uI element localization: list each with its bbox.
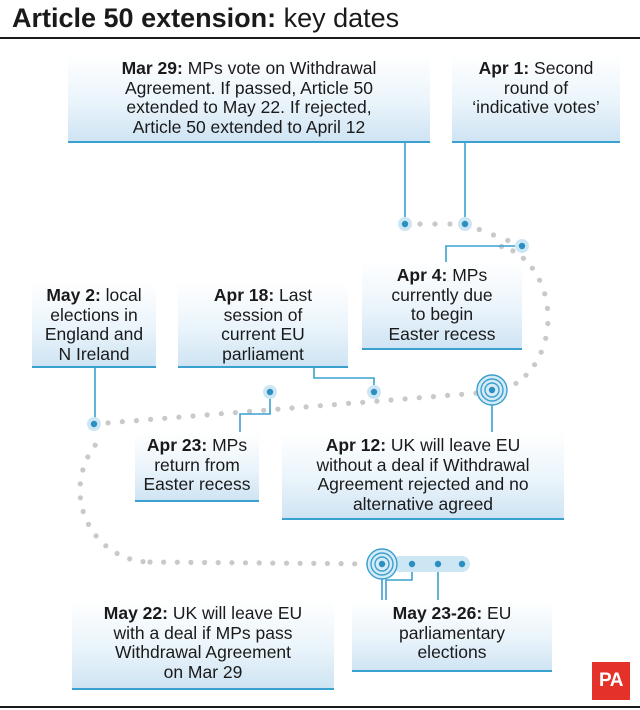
node-apr1 [462,221,468,227]
path-dot [205,412,210,417]
event-line: May 22: UK will leave EU [103,603,303,623]
event-line: Withdrawal Agreement [114,642,292,662]
node-may26-end [459,561,465,567]
path-dot [537,278,542,283]
event-box-may2 [32,282,156,368]
event-date: May 2: [46,285,101,305]
node-mar29 [402,221,408,227]
path-dot [275,407,280,412]
event-box-may2326 [352,600,552,672]
event-line: parliament [222,343,304,364]
event-date: May 23-26: [392,603,483,623]
path-dot [491,232,496,237]
path-dot [190,413,195,418]
path-dot [318,403,323,408]
event-line: Article 50 extended to April 12 [132,116,366,137]
path-dot [86,522,91,527]
path-dot [284,561,289,566]
path-dot [417,395,422,400]
event-line: Apr 12: UK will leave EU [325,435,521,455]
event-box-apr12 [282,432,564,520]
node-may26 [435,561,441,567]
event-box-may22 [72,600,334,690]
connector-lines [95,143,522,600]
path-dot [545,321,550,326]
event-box-apr23 [135,432,259,502]
path-dot [103,543,108,548]
event-line: session of [223,304,303,325]
path-dot [510,248,515,253]
path-dot [188,560,193,565]
event-date: Apr 18: [213,285,275,305]
path-dot [81,509,86,514]
path-dot [120,419,125,424]
path-dot [542,291,547,296]
event-line: England and [44,324,144,344]
path-dot [148,417,153,422]
event-box-apr18 [178,282,348,368]
event-line: Easter recess [143,474,251,494]
event-line: to begin [410,304,474,324]
event-line: extended to May 22. If rejected, [126,97,372,117]
path-dot [521,256,526,261]
path-dot [513,381,518,386]
path-dot [505,238,510,243]
event-line: Apr 1: Second [478,58,594,78]
event-date: Apr 12: [325,435,387,455]
connector-line [314,368,374,392]
event-line: Apr 18: Last [213,285,313,305]
path-dot [445,393,450,398]
path-dot [543,336,548,341]
node-may23 [409,561,415,567]
path-dot [93,443,98,448]
event-line: parliamentary [398,622,506,643]
event-line: without a deal if Withdrawal [316,454,530,475]
event-line: current EU [221,324,305,344]
path-dot [115,551,120,556]
event-box-apr4 [362,262,522,350]
path-dot [431,394,436,399]
path-dot [219,411,224,416]
event-line: Apr 23: MPs [146,435,248,455]
path-dot [545,306,550,311]
path-dot [147,559,152,564]
event-line: ‘indicative votes’ [472,97,600,117]
event-line: N Ireland [58,343,130,364]
event-line: elections in [50,304,138,325]
path-dot [233,410,238,415]
event-date: Apr 23: [146,435,208,455]
event-line: Agreement rejected and no [317,474,529,494]
path-dot [539,350,544,355]
event-date: Mar 29: [121,58,183,78]
path-dot [304,404,309,409]
page-title: Article 50 extension: key dates [12,3,400,33]
path-dot [530,266,535,271]
path-dot [311,561,316,566]
node-may2 [91,421,97,427]
path-dot [388,397,393,402]
path-dot [216,560,221,565]
path-dot [417,221,422,226]
event-line: Mar 29: MPs vote on Withdrawal [121,58,377,78]
event-line: Agreement. If passed, Article 50 [124,77,374,98]
event-line: May 2: local [46,285,142,305]
path-dot [106,420,111,425]
path-dot [140,559,145,564]
event-box-apr1 [452,55,620,143]
path-dot [229,560,234,565]
path-dot [85,454,90,459]
path-dot [78,481,83,486]
path-dot [523,373,528,378]
path-dot [176,415,181,420]
event-line: return from [154,454,240,475]
event-line: Apr 4: MPs [396,265,488,285]
event-line: elections [417,642,487,662]
path-dot [257,560,262,565]
path-dot [339,561,344,566]
event-line: with a deal if MPs pass [113,622,293,643]
connector-line [446,246,522,262]
event-date: Apr 4: [396,265,448,285]
path-dot [459,392,464,397]
path-dot [161,560,166,565]
node-apr18 [371,389,377,395]
path-dot [325,561,330,566]
node-apr4 [519,243,525,249]
event-line: round of [503,77,569,98]
path-dot [162,416,167,421]
event-line: on Mar 29 [163,661,243,682]
path-dot [270,561,275,566]
event-box-mar29 [68,55,430,143]
path-dot [346,401,351,406]
path-dot [432,221,437,226]
path-dot [94,533,99,538]
event-date: Apr 1: [478,58,530,78]
path-dot [447,221,452,226]
event-line: Easter recess [388,323,496,344]
bottom-rule [0,706,640,708]
path-dot [78,495,83,500]
path-dot [289,405,294,410]
path-dot [477,227,482,232]
path-dot [403,396,408,401]
path-dot [134,418,139,423]
path-dot [332,402,337,407]
node-apr23 [267,389,273,395]
path-dot [352,561,357,566]
pa-logo: PA [592,662,630,700]
path-dot [175,560,180,565]
path-dot [261,408,266,413]
path-dot [532,362,537,367]
node-apr12 [489,387,495,393]
path-dot [374,399,379,404]
path-dot [243,560,248,565]
event-date: May 22: [103,603,168,623]
event-line: currently due [391,284,493,305]
event-line: alternative agreed [352,493,494,514]
path-dot [202,560,207,565]
path-dot [360,400,365,405]
path-dot [298,561,303,566]
path-dot [80,467,85,472]
path-dot [127,556,132,561]
event-line: May 23-26: EU [392,603,512,623]
node-may22 [379,561,385,567]
